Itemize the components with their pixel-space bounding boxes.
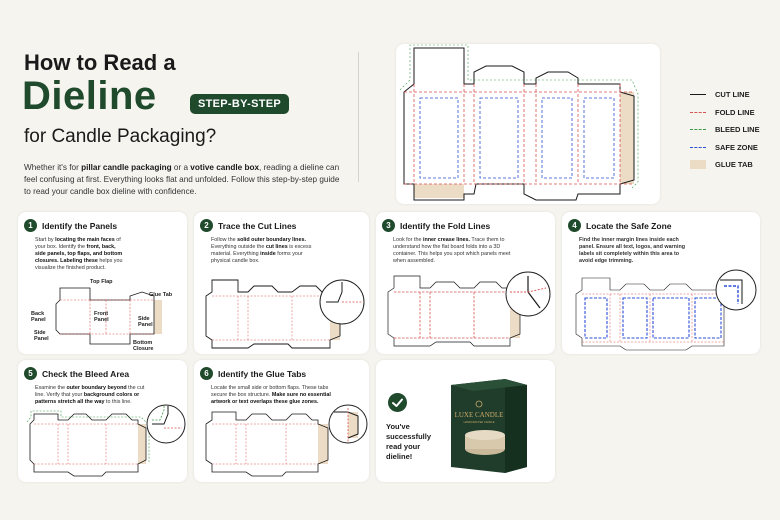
legend-bleed-line: BLEED LINE bbox=[690, 121, 760, 139]
step-title: Identify the Glue Tabs bbox=[218, 368, 307, 379]
step-3-dieline bbox=[382, 268, 554, 352]
title-line-3: for Candle Packaging? bbox=[24, 126, 217, 147]
legend bbox=[690, 86, 760, 174]
hero-dieline-image bbox=[396, 44, 660, 204]
step-number: 2 bbox=[200, 219, 213, 232]
candle-box-image bbox=[447, 371, 529, 473]
step-2-dieline bbox=[202, 276, 368, 352]
label-top-flap: Top Flap bbox=[90, 279, 113, 285]
check-icon bbox=[388, 393, 407, 412]
step-description: Find the inner margin lines inside each panel. Ensure all text, logos, and warning labels sit completely within this area to avoid edge trimming. bbox=[579, 237, 686, 264]
legend-cut-line: CUT LINE bbox=[690, 86, 760, 104]
step-4-dieline bbox=[572, 268, 758, 352]
step-card-6 bbox=[194, 360, 369, 482]
step-description: Start by locating the main faces of your box. Identify the front, back, side panels, top flaps, and bottom closures. Labeling these helps you visualize the finished product. bbox=[35, 237, 123, 271]
label-glue-tab: Glue Tab bbox=[149, 292, 173, 298]
success-message: You've successfully read your dieline! bbox=[386, 422, 432, 461]
step-card-5 bbox=[18, 360, 187, 482]
legend-fold-line: FOLD LINE bbox=[690, 104, 760, 122]
step-title: Trace the Cut Lines bbox=[218, 220, 297, 231]
title-line-1: How to Read a bbox=[24, 50, 176, 75]
label-back-panel: Back Panel bbox=[31, 311, 46, 323]
label-bottom-closure: Bottom Closure bbox=[133, 340, 154, 352]
intro-paragraph: Whether it's for pillar candle packaging or a votive candle box, reading a dieline can feel confusing at first. Everything looks flat and unfolded. Follow this step-by-step guide to read your candle box dieline with confidence. bbox=[24, 163, 340, 196]
step-5-dieline bbox=[24, 400, 186, 480]
label-front-panel: Front Panel bbox=[94, 311, 109, 323]
legend-safe-zone: SAFE ZONE bbox=[690, 139, 760, 157]
step-description: Examine the outer boundary beyond the cut line. Verify that your background colors or patterns stretch all the way to this line. bbox=[35, 385, 145, 405]
brand-subtitle: HANDCRAFTED CANDLE bbox=[463, 421, 495, 424]
step-number: 1 bbox=[24, 219, 37, 232]
brand-name: LUXE CANDLE bbox=[454, 411, 504, 419]
step-card-3 bbox=[376, 212, 555, 354]
step-card-4 bbox=[562, 212, 760, 354]
step-card-1 bbox=[18, 212, 187, 354]
step-number: 5 bbox=[24, 367, 37, 380]
title-dieline: Dieline bbox=[22, 74, 157, 118]
step-number: 3 bbox=[382, 219, 395, 232]
step-number: 6 bbox=[200, 367, 213, 380]
divider bbox=[358, 52, 359, 182]
step-card-2 bbox=[194, 212, 369, 354]
step-title: Locate the Safe Zone bbox=[586, 220, 672, 231]
step-description: Follow the solid outer boundary lines. Everything outside the cut lines is excess material. Everything inside forms your physical candle box. bbox=[211, 237, 312, 264]
dieline-diagram bbox=[396, 44, 660, 204]
success-card bbox=[376, 360, 555, 482]
legend-glue-tab: GLUE TAB bbox=[690, 156, 760, 174]
step-6-dieline bbox=[200, 400, 368, 480]
label-side-panel-right: Side Panel bbox=[138, 316, 153, 328]
step-description: Look for the inner crease lines. Trace them to understand how the flat board folds into a 3D container. This helps you spot which panels meet when assembled. bbox=[393, 237, 511, 264]
step-number: 4 bbox=[568, 219, 581, 232]
step-title: Identify the Fold Lines bbox=[400, 220, 491, 231]
step-description: Locate the small side or bottom flaps. These tabs secure the box structure. Make sure no essential artwork or text overlaps these glue zones. bbox=[211, 385, 331, 405]
step-title: Identify the Panels bbox=[42, 220, 118, 231]
step-title: Check the Bleed Area bbox=[42, 368, 130, 379]
step-by-step-badge: STEP-BY-STEP bbox=[190, 94, 289, 114]
label-side-panel-left: Side Panel bbox=[34, 330, 49, 342]
